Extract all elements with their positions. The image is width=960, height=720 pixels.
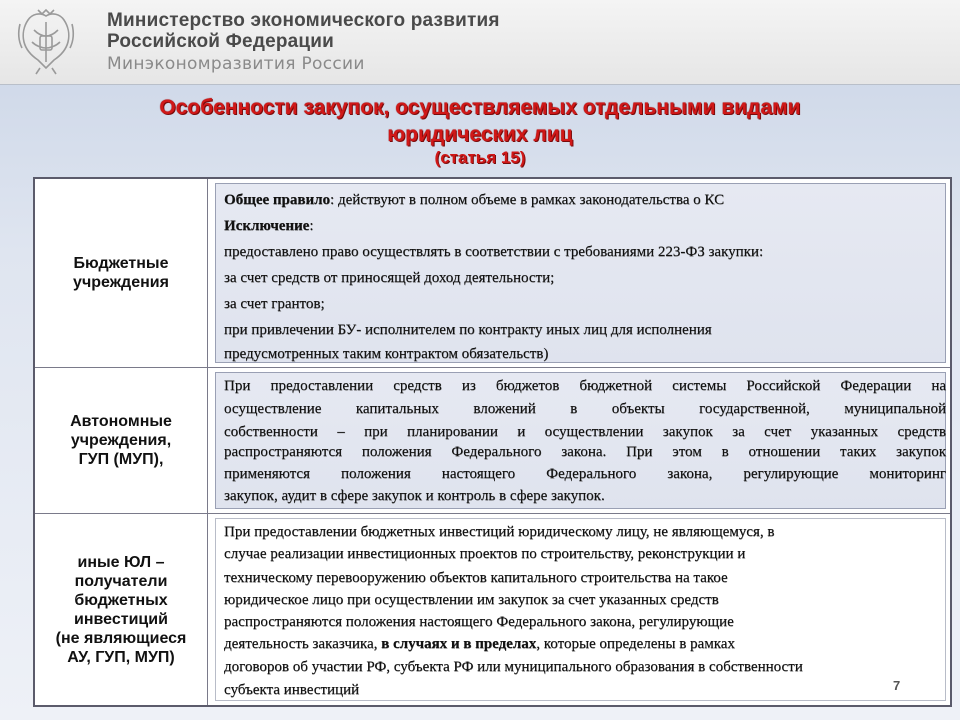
title-line2: юридических лиц <box>387 123 573 146</box>
procurement-table <box>33 177 952 707</box>
exception-line <box>224 217 314 235</box>
table-row <box>35 368 950 514</box>
content-line: за счет грантов; <box>224 296 325 312</box>
coat-of-arms-icon <box>14 6 78 78</box>
ministry-short-name: Минэкономразвития России <box>107 54 365 74</box>
title-line1: Особенности закупок, осуществляемых отдельными видами <box>159 96 801 119</box>
table-row <box>35 514 950 705</box>
row-label-line: получатели <box>74 572 168 590</box>
exception-colon: : <box>309 218 314 234</box>
general-rule-label: Общее правило <box>224 192 331 208</box>
row-label-line: (не являющиеся <box>55 629 187 647</box>
content-line: закупок, аудит в сфере закупок и контроль в сфере закупок. <box>224 488 605 504</box>
content-line: применяются положения настоящего Федерального закона, регулирующие мониторинг <box>224 466 946 482</box>
exception-label: Исключение <box>224 218 310 234</box>
ministry-name-line1: Министерство экономического развития <box>107 10 500 31</box>
row-label-line: Автономные <box>70 413 172 430</box>
header-bar <box>0 0 960 85</box>
page-number: 7 <box>893 678 901 693</box>
content-fragment: , которые определены в рамках <box>536 636 735 652</box>
content-box <box>215 518 946 701</box>
content-line: юридическое лицо при осуществлении им закупок за счет указанных средств <box>224 592 719 608</box>
content-line: При предоставлении бюджетных инвестиций юридическому лицу, не являющемуся, в <box>224 524 775 540</box>
content-line: при привлечении БУ- исполнителем по контракту иных лиц для исполнения <box>224 322 712 338</box>
general-rule-text: : действуют в полном объеме в рамках законодательства о КС <box>330 192 725 208</box>
row-label-line: инвестиций <box>74 610 168 628</box>
content-line: субъекта инвестиций <box>224 682 360 698</box>
content-line: случае реализации инвестиционных проектов по строительству, реконструкции и <box>224 546 746 562</box>
general-rule-line <box>224 191 724 209</box>
row-label-line: АУ, ГУП, МУП) <box>67 648 175 666</box>
content-fragment-bold: в случаях и в пределах <box>381 636 537 652</box>
content-line: При предоставлении средств из бюджетов бюджетной системы Российской Федерации на <box>224 378 946 394</box>
row-label-line: иные ЮЛ – <box>77 553 165 571</box>
row-label-line: ГУП (МУП), <box>78 451 164 468</box>
slide-title <box>0 94 960 168</box>
row-label-line: Бюджетные <box>73 255 169 272</box>
content-line-mixed <box>224 635 735 653</box>
content-line: распространяются положения Федерального закона. При этом в отношении таких закупок <box>224 444 946 460</box>
content-line: техническому перевооружению объектов капитального строительства на такое <box>224 570 728 586</box>
row-label <box>35 514 208 705</box>
row-content <box>209 514 950 705</box>
content-line: собственности – при планировании и осуществлении закупок за счет указанных средств <box>224 424 946 440</box>
ministry-name-line2: Российской Федерации <box>107 31 335 52</box>
content-line: распространяются положения настоящего Федерального закона, регулирующие <box>224 614 734 630</box>
row-label <box>35 179 208 367</box>
content-fragment: деятельность заказчика, <box>224 636 382 652</box>
content-box <box>215 372 946 509</box>
table-row <box>35 179 950 368</box>
row-label-line: учреждения <box>73 274 169 291</box>
row-label-line: учреждения, <box>70 432 172 449</box>
row-label <box>35 368 208 513</box>
row-label-line: бюджетных <box>74 591 168 609</box>
content-line: предоставлено право осуществлять в соответствии с требованиями 223-ФЗ закупки: <box>224 244 764 260</box>
title-article: (статья 15) <box>434 148 526 167</box>
row-content <box>209 179 950 367</box>
content-line: предусмотренных таким контрактом обязательств) <box>224 346 549 362</box>
content-box <box>215 183 946 363</box>
content-line: за счет средств от приносящей доход деятельности; <box>224 270 555 286</box>
content-line: осуществление капитальных вложений в объекты государственной, муниципальной <box>224 401 946 417</box>
content-line: договоров об участии РФ, субъекта РФ или муниципального образования в собственности <box>224 659 803 675</box>
row-content <box>209 368 950 513</box>
